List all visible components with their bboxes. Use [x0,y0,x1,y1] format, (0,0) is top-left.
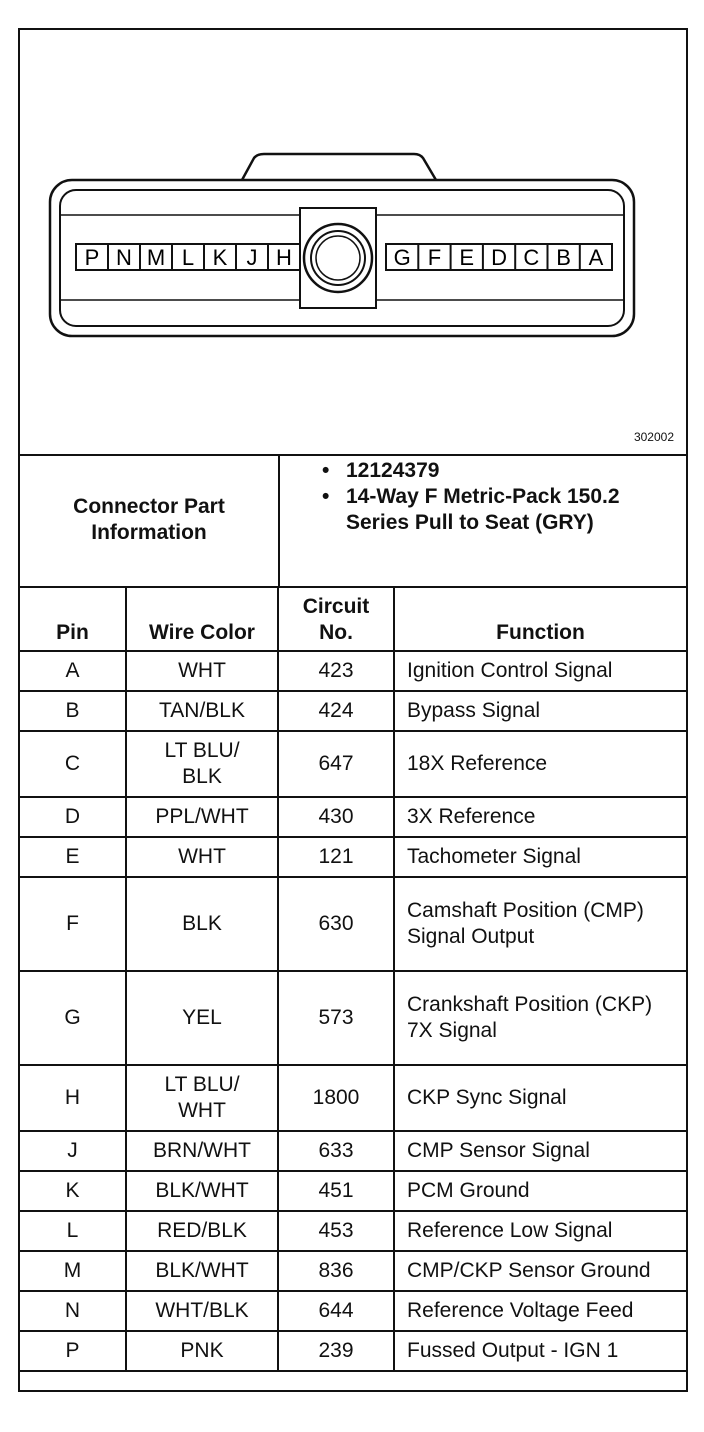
function-cell: Reference Low Signal [394,1211,686,1251]
pin-label-g: G [393,245,411,270]
function-cell: Reference Voltage Feed [394,1291,686,1331]
circuit-no-cell: 430 [278,797,394,837]
pin-label-k: K [212,245,228,270]
pin-cell: E [20,837,126,877]
wire-color-cell: YEL [126,971,278,1065]
figure-id: 302002 [633,430,674,444]
circuit-no-cell: 423 [278,651,394,691]
circuit-no-cell: 633 [278,1131,394,1171]
connector-drawing [20,30,686,454]
function-cell: 3X Reference [394,797,686,837]
circuit-no-cell: 424 [278,691,394,731]
table-header-row [20,587,686,651]
header-wire-color: Wire Color [126,587,278,651]
circuit-no-cell: 647 [278,731,394,797]
pin-label-b: B [556,245,571,270]
function-cell: CMP Sensor Signal [394,1131,686,1171]
pin-cell: J [20,1131,126,1171]
function-cell: CMP/CKP Sensor Ground [394,1251,686,1291]
pin-label-c: C [523,245,540,270]
wire-color-cell: BRN/WHT [126,1131,278,1171]
pin-cell: C [20,731,126,797]
wire-color-cell: PPL/WHT [126,797,278,837]
table-row [20,1331,686,1371]
table-row [20,877,686,971]
pin-label-m: M [146,245,166,270]
pin-label-f: F [427,245,442,270]
wire-color-cell: RED/BLK [126,1211,278,1251]
function-cell: Ignition Control Signal [394,651,686,691]
wire-color-cell: WHT [126,837,278,877]
pin-cell: D [20,797,126,837]
table-row [20,1251,686,1291]
pin-label-e: E [459,245,475,270]
header-circuit-no-text: Circuit No. [302,595,370,644]
function-cell: Tachometer Signal [394,837,686,877]
pin-label-n: N [116,245,132,270]
table-row [20,651,686,691]
circuit-no-cell: 453 [278,1211,394,1251]
wire-color-cell: LT BLU/ BLK [126,731,278,797]
table-row [20,691,686,731]
part-info-label: Connector Part Information [20,454,280,586]
pin-label-h: H [276,245,292,270]
header-circuit-no [278,587,394,651]
function-cell: Crankshaft Position (CKP) 7X Signal [394,971,686,1065]
function-cell: PCM Ground [394,1171,686,1211]
circuit-no-cell: 573 [278,971,394,1065]
circuit-no-cell: 836 [278,1251,394,1291]
circuit-no-cell: 1800 [278,1065,394,1131]
wire-color-cell: WHT/BLK [126,1291,278,1331]
function-cell: Camshaft Position (CMP) Signal Output [394,877,686,971]
pin-cell: K [20,1171,126,1211]
circuit-no-cell: 644 [278,1291,394,1331]
table-row [20,1131,686,1171]
table-row [20,797,686,837]
pin-label-d: D [491,245,507,270]
pin-cells-left [85,244,292,270]
table-row [20,971,686,1065]
pin-cell: G [20,971,126,1065]
pin-cell: A [20,651,126,691]
pin-cell: P [20,1331,126,1371]
wire-color-cell: TAN/BLK [126,691,278,731]
circuit-no-cell: 451 [278,1171,394,1211]
pin-label-p: P [84,245,100,270]
connector-part-info [20,454,686,588]
pin-cell: L [20,1211,126,1251]
pin-cell: N [20,1291,126,1331]
table-row [20,1291,686,1331]
pin-table [20,586,686,1372]
pin-label-j: J [246,245,258,270]
wire-color-cell: PNK [126,1331,278,1371]
connector-diagram [20,30,686,456]
header-function: Function [394,587,686,651]
table-row [20,837,686,877]
pin-cell: F [20,877,126,971]
table-row [20,1211,686,1251]
connector-description: • 14-Way F Metric-Pack 150.2 Series Pull to Seat (GRY) [346,484,680,536]
circuit-no-cell: 239 [278,1331,394,1371]
wire-color-cell: WHT [126,651,278,691]
pin-cell: M [20,1251,126,1291]
function-cell: Fussed Output - IGN 1 [394,1331,686,1371]
pin-cell: H [20,1065,126,1131]
table-row [20,731,686,797]
circuit-no-cell: 121 [278,837,394,877]
pin-cells-right [394,244,604,270]
part-info-details [280,458,680,536]
header-pin: Pin [20,587,126,651]
wire-color-cell: BLK [126,877,278,971]
function-cell: Bypass Signal [394,691,686,731]
table-row [20,1171,686,1211]
function-cell: 18X Reference [394,731,686,797]
function-cell: CKP Sync Signal [394,1065,686,1131]
wire-color-cell: BLK/WHT [126,1251,278,1291]
pin-cell: B [20,691,126,731]
wire-color-cell: BLK/WHT [126,1171,278,1211]
connector-document [18,28,688,1392]
circuit-no-cell: 630 [278,877,394,971]
wire-color-cell: LT BLU/ WHT [126,1065,278,1131]
table-row [20,1065,686,1131]
part-number: • 12124379 [346,458,680,484]
pin-label-a: A [588,245,604,270]
pin-label-l: L [181,245,195,270]
